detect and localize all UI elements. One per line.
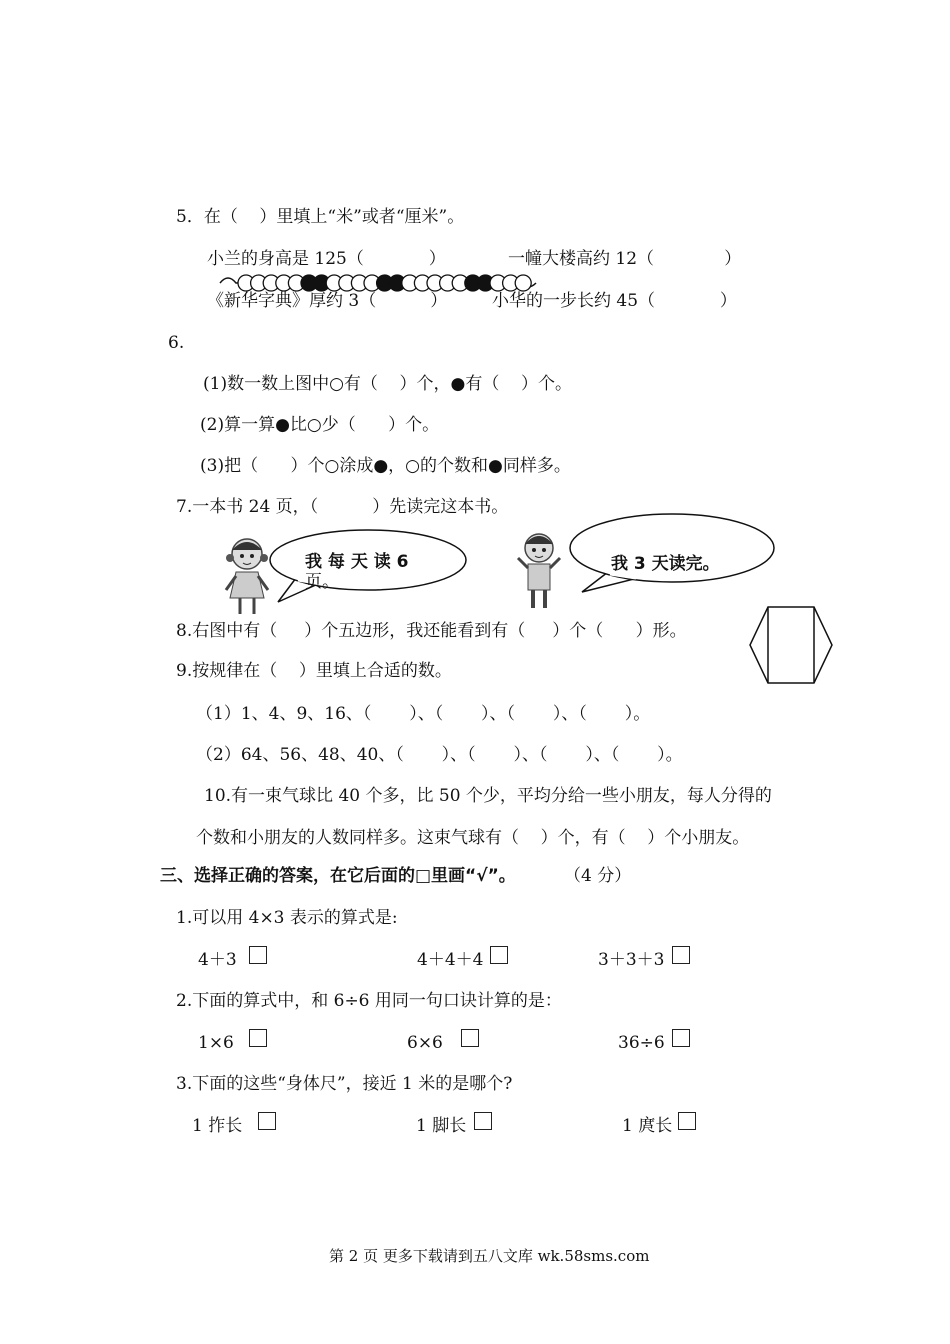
q10-line1: 10.有一束气球比 40 个多，比 50 个少，平均分给一些小朋友，每人分得的 xyxy=(204,786,772,806)
s3q2-title: 2.下面的算式中，和 6÷6 用同一句口诀计算的是： xyxy=(176,991,562,1011)
q8-title: 8.右图中有（ ）个五边形，我还能看到有（ ）个（ ）形。 xyxy=(176,621,687,641)
s3q1-option-a: 4＋3 xyxy=(198,950,237,970)
q9-part2: （2）64、56、48、40、（ ）、（ ）、（ ）、（ ）。 xyxy=(196,745,683,765)
bead-string-illustration xyxy=(220,263,540,303)
q5-line1-left: 小兰的身高是 125（ ） xyxy=(207,249,446,269)
s3q2-checkbox-c[interactable] xyxy=(672,1029,690,1047)
q5-line1-right: 一幢大楼高约 12（ ） xyxy=(508,249,742,269)
hexagon-figure xyxy=(746,605,836,685)
q6-title: 6. xyxy=(168,333,185,353)
s3q1-title: 1.可以用 4×3 表示的算式是: xyxy=(176,908,398,928)
s3q3-checkbox-a[interactable] xyxy=(258,1112,276,1130)
girl-speech-line1: 我 每 天 读 6 xyxy=(305,552,409,572)
s3q1-option-c: 3＋3＋3 xyxy=(598,950,665,970)
q6-part3: (3)把（ ）个○涂成●，○的个数和●同样多。 xyxy=(200,456,571,476)
s3q1-option-b: 4＋4＋4 xyxy=(417,950,484,970)
section3-heading: 三、选择正确的答案，在它后面的□里画“√”。 xyxy=(160,866,516,886)
q5-title: 5．在（ ）里填上“米”或者“厘米”。 xyxy=(176,207,465,227)
q5-line2-right: 小华的一步长约 45（ ） xyxy=(492,291,737,311)
s3q2-checkbox-b[interactable] xyxy=(461,1029,479,1047)
s3q3-checkbox-c[interactable] xyxy=(678,1112,696,1130)
s3q3-title: 3.下面的这些“身体尺”，接近 1 米的是哪个? xyxy=(176,1074,513,1094)
s3q2-option-b: 6×6 xyxy=(407,1033,443,1053)
s3q3-checkbox-b[interactable] xyxy=(474,1112,492,1130)
girl-figure xyxy=(222,532,272,620)
section3-score: （4 分） xyxy=(564,866,632,886)
s3q3-option-c: 1 庹长 xyxy=(622,1116,673,1136)
page-footer: 第 2 页 更多下载请到五八文库 wk.58sms.com xyxy=(329,1247,650,1265)
s3q2-checkbox-a[interactable] xyxy=(249,1029,267,1047)
s3q3-option-a: 1 拃长 xyxy=(192,1116,243,1136)
boy-speech-text: 我 3 天读完。 xyxy=(611,554,720,574)
q6-part2: (2)算一算●比○少（ ）个。 xyxy=(200,415,440,435)
q5-line2-left: 《新华字典》厚约 3（ ） xyxy=(207,291,448,311)
q10-line2: 个数和小朋友的人数同样多。这束气球有（ ）个，有（ ）个小朋友。 xyxy=(196,828,750,848)
q6-part1: (1)数一数上图中○有（ ）个，●有（ ）个。 xyxy=(203,374,572,394)
s3q2-option-c: 36÷6 xyxy=(618,1033,665,1053)
s3q1-checkbox-b[interactable] xyxy=(490,946,508,964)
s3q3-option-b: 1 脚长 xyxy=(416,1116,467,1136)
girl-speech-line2: 页。 xyxy=(305,572,339,592)
hollow-bead xyxy=(515,275,531,291)
q9-title: 9.按规律在（ ）里填上合适的数。 xyxy=(176,661,452,681)
s3q2-option-a: 1×6 xyxy=(198,1033,234,1053)
boy-figure xyxy=(514,528,564,616)
s3q1-checkbox-c[interactable] xyxy=(672,946,690,964)
q9-part1: （1）1、4、9、16、（ ）、（ ）、（ ）、（ ）。 xyxy=(196,704,651,724)
q7-title: 7.一本书 24 页，（ ）先读完这本书。 xyxy=(176,497,509,517)
s3q1-checkbox-a[interactable] xyxy=(249,946,267,964)
